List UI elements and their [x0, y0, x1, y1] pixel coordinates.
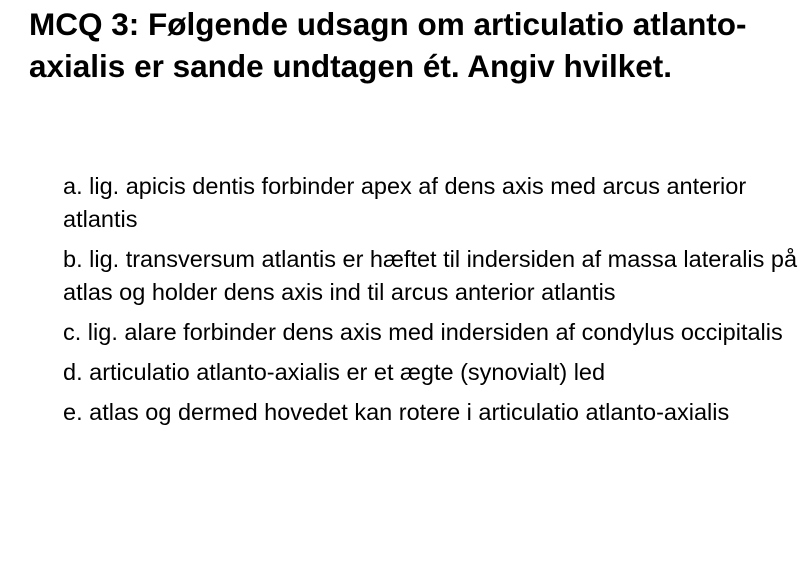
answer-option-a: a. lig. apicis dentis forbinder apex af dens axis med arcus anterior atlantis	[63, 173, 747, 232]
answer-option-b: b. lig. transversum atlantis er hæftet til indersiden af massa lateralis på atlas og holder dens axis ind til arcus anterior atlantis	[63, 246, 798, 305]
answer-options-list	[63, 170, 803, 436]
answer-option-e: e. atlas og dermed hovedet kan rotere i articulatio atlanto-axialis	[63, 399, 730, 425]
answer-option-c: c. lig. alare forbinder dens axis med indersiden af condylus occipitalis	[63, 319, 783, 345]
answer-option-d: d. articulatio atlanto-axialis er et ægte (synovialt) led	[63, 359, 606, 385]
question-title: MCQ 3: Følgende udsagn om articulatio atlanto-axialis er sande undtagen ét. Angiv hvilket.	[29, 6, 747, 84]
